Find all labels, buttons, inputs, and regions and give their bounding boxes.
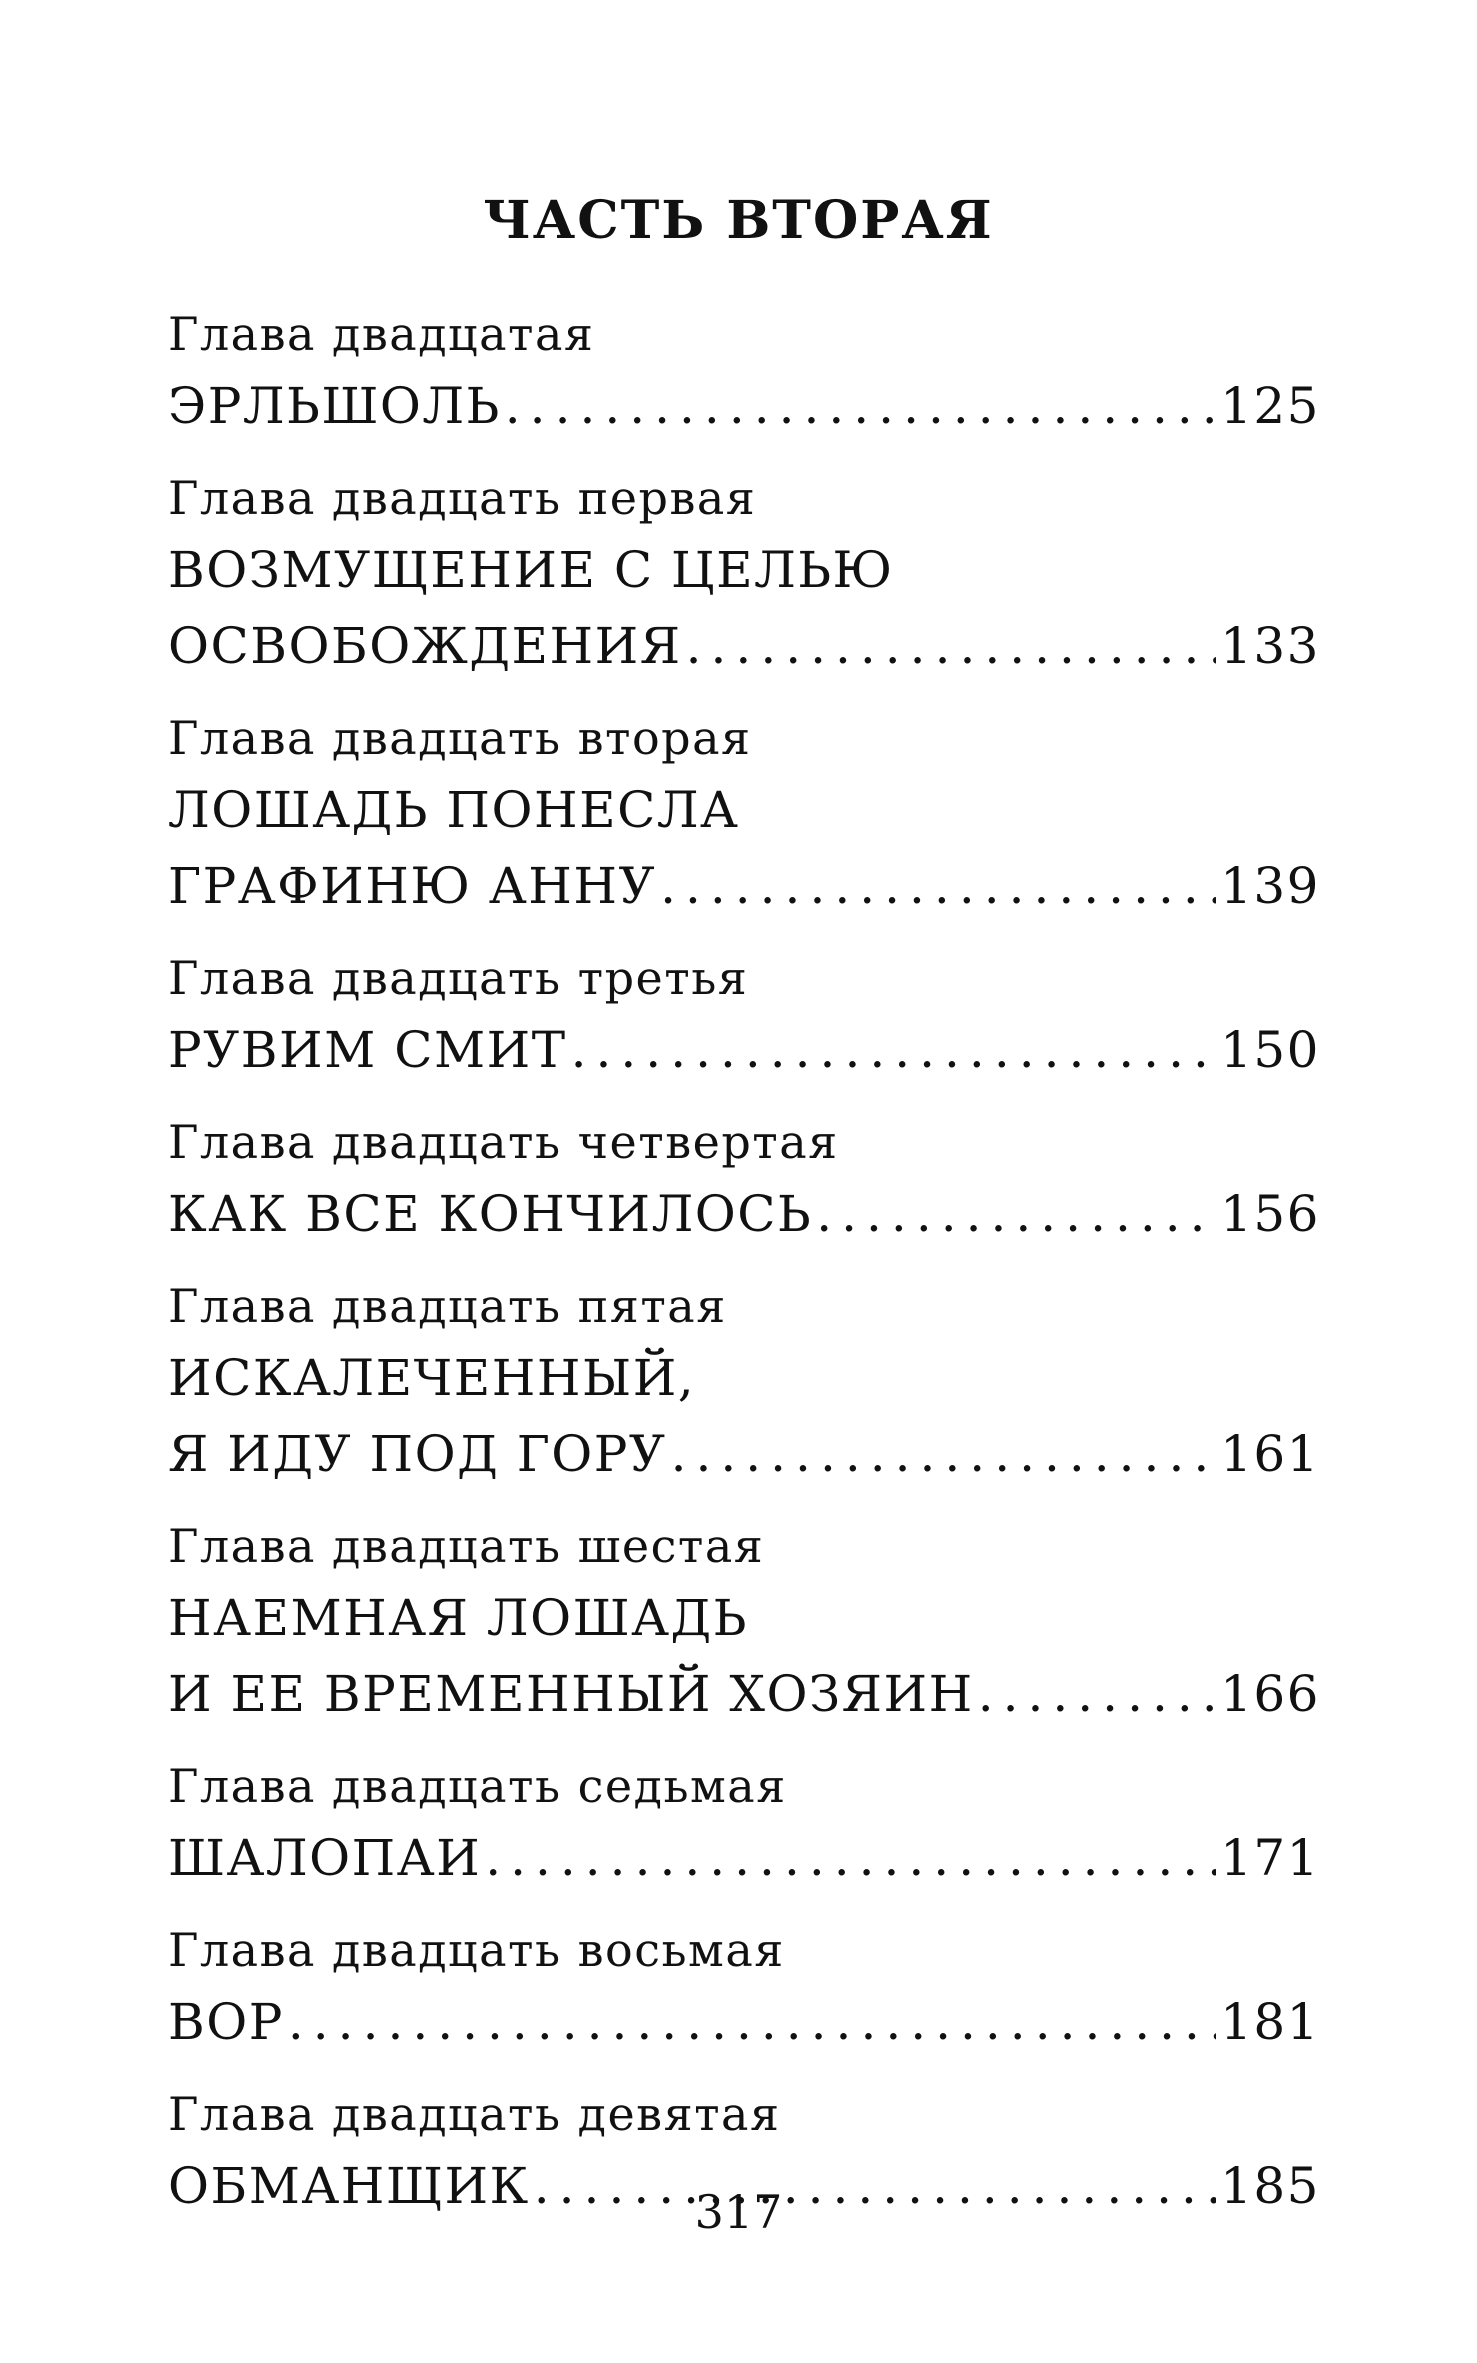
dot-leader [505,368,1216,444]
chapter-title: ИСКАЛЕЧЕННЫЙ, [168,1349,696,1407]
chapter-label: Глава двадцать шестая [168,1519,765,1573]
chapter-label: Глава двадцать вторая [168,711,752,765]
dot-leader [660,848,1216,924]
toc-entry [168,1752,1320,1896]
chapter-title: ВОР [168,1993,284,2051]
chapter-label: Глава двадцать третья [168,951,749,1005]
page-reference: 161 [1220,1425,1320,1483]
chapter-title: ЭРЛЬШОЛЬ [168,377,501,435]
dot-leader [288,1984,1216,2060]
chapter-title-line [168,1580,1320,1656]
toc-entry [168,464,1320,684]
toc-entry [168,1108,1320,1252]
chapter-title: ГРАФИНЮ АННУ [168,857,657,915]
chapter-title: ЛОШАДЬ ПОНЕСЛА [168,781,740,839]
chapter-label: Глава двадцать первая [168,471,757,525]
page-reference: 150 [1220,1021,1320,1079]
chapter-title-line [168,1984,1320,2060]
page-reference: 171 [1220,1829,1320,1887]
table-of-contents [168,300,1320,2244]
chapter-title-line [168,848,1320,924]
chapter-title-line [168,772,1320,848]
toc-entry [168,300,1320,444]
toc-entry [168,1272,1320,1492]
chapter-title-line [168,1416,1320,1492]
chapter-title: ШАЛОПАИ [168,1829,482,1887]
part-title: ЧАСТЬ ВТОРАЯ [483,190,994,251]
dot-leader [816,1176,1216,1252]
chapter-title: И ЕЕ ВРЕМЕННЫЙ ХОЗЯИН [168,1665,974,1723]
dot-leader [485,1820,1216,1896]
chapter-title: ОБМАНЩИК [168,2157,530,2215]
chapter-label: Глава двадцать седьмая [168,1759,787,1813]
page-reference: 125 [1220,377,1320,435]
chapter-title: ОСВОБОЖДЕНИЯ [168,617,682,675]
page-reference: 139 [1220,857,1320,915]
toc-entry [168,1512,1320,1732]
chapter-title: Я ИДУ ПОД ГОРУ [168,1425,667,1483]
page-number: 317 [694,2185,783,2239]
dot-leader [978,1656,1216,1732]
page-reference: 185 [1220,2157,1320,2215]
page-reference: 156 [1220,1185,1320,1243]
chapter-label: Глава двадцатая [168,307,595,361]
chapter-title-line [168,1012,1320,1088]
toc-entry [168,944,1320,1088]
chapter-title-line [168,1340,1320,1416]
page-reference: 181 [1220,1993,1320,2051]
dot-leader [671,1416,1216,1492]
chapter-title: РУВИМ СМИТ [168,1021,567,1079]
page-reference: 133 [1220,617,1320,675]
chapter-title-line [168,1176,1320,1252]
chapter-title: НАЕМНАЯ ЛОШАДЬ [168,1589,748,1647]
chapter-label: Глава двадцать четвертая [168,1115,839,1169]
toc-entry [168,704,1320,924]
chapter-label: Глава двадцать восьмая [168,1923,785,1977]
chapter-label: Глава двадцать девятая [168,2087,781,2141]
chapter-title-line [168,608,1320,684]
dot-leader [686,608,1216,684]
page-reference: 166 [1220,1665,1320,1723]
chapter-title: КАК ВСЕ КОНЧИЛОСЬ [168,1185,813,1243]
toc-entry [168,1916,1320,2060]
chapter-title: ВОЗМУЩЕНИЕ С ЦЕЛЬЮ [168,541,894,599]
chapter-title-line [168,532,1320,608]
chapter-title-line [168,1656,1320,1732]
chapter-label: Глава двадцать пятая [168,1279,727,1333]
chapter-title-line [168,368,1320,444]
chapter-title-line [168,1820,1320,1896]
dot-leader [571,1012,1216,1088]
